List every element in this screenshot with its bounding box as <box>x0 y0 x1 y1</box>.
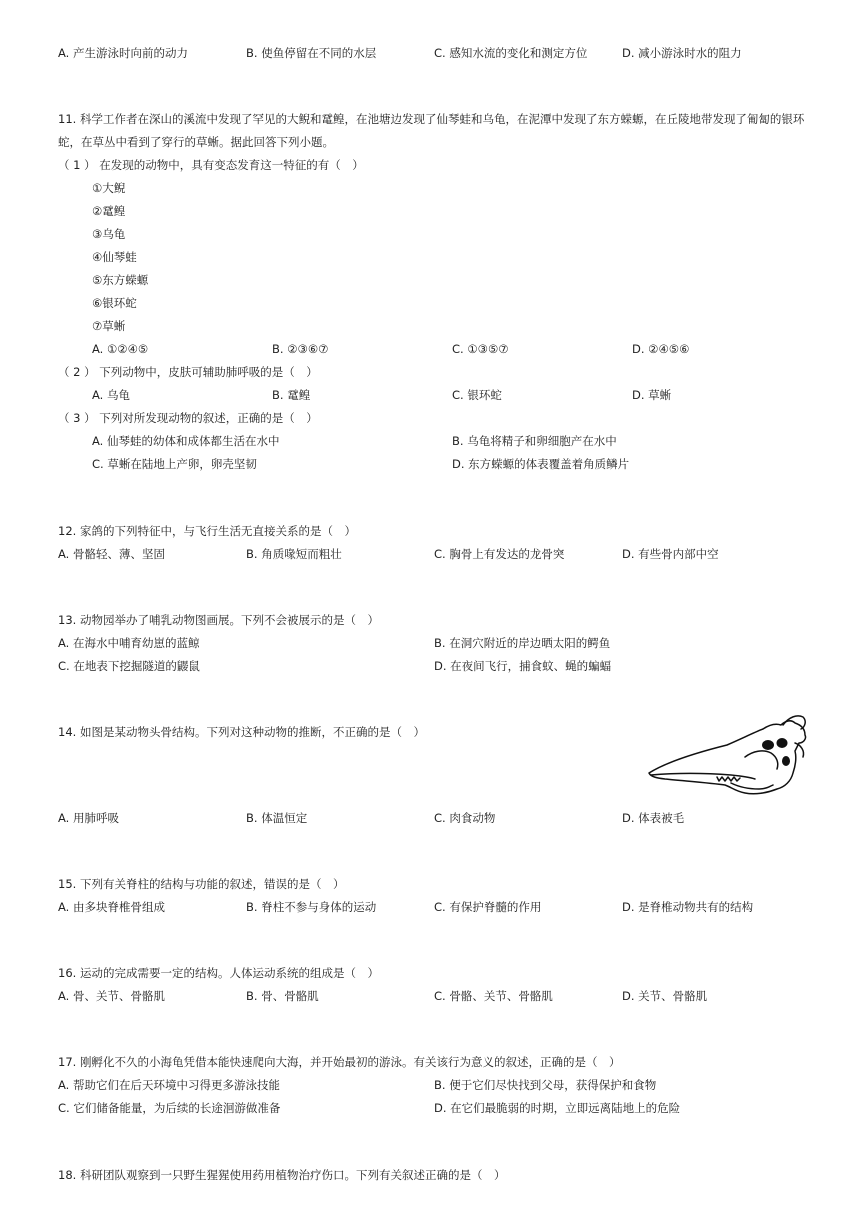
q16-option-d[interactable]: D. 关节、骨骼肌 <box>622 989 708 1003</box>
q17-option-a[interactable]: A. 帮助它们在后天环境中习得更多游泳技能 <box>58 1078 280 1092</box>
q12-option-a[interactable]: A. 骨骼轻、薄、坚固 <box>58 547 165 561</box>
q10-option-c[interactable]: C. 感知水流的变化和测定方位 <box>434 46 588 60</box>
q15-option-d[interactable]: D. 是脊椎动物共有的结构 <box>622 900 754 914</box>
q11-sub3-options-row2 <box>0 456 867 472</box>
q11-sub1-options <box>0 341 867 357</box>
q15-option-b[interactable]: B. 脊柱不参与身体的运动 <box>246 900 377 914</box>
q11-sub1-item-7: ⑦草蜥 <box>92 319 126 333</box>
q11-sub2-option-a[interactable]: A. 乌龟 <box>92 388 130 402</box>
q16-options <box>0 988 867 1004</box>
q11-sub1-option-b[interactable]: B. ②③⑥⑦ <box>272 342 329 356</box>
q13-options-row2 <box>0 658 867 674</box>
q12-stem: 12. 家鸽的下列特征中，与飞行生活无直接关系的是（ ） <box>58 524 356 538</box>
q15-options <box>0 899 867 915</box>
q11-sub1-item-1: ①大鲵 <box>92 181 126 195</box>
q11-sub1-item-6: ⑥银环蛇 <box>92 296 137 310</box>
q11-sub1-option-c[interactable]: C. ①③⑤⑦ <box>452 342 509 356</box>
q11-sub1-option-a[interactable]: A. ①②④⑤ <box>92 342 149 356</box>
q11-sub2-stem: （ 2 ） 下列动物中，皮肤可辅助肺呼吸的是（ ） <box>58 365 318 379</box>
animal-skull-figure <box>645 715 811 799</box>
q11-sub1-item-4: ④仙琴蛙 <box>92 250 137 264</box>
q11-sub2-option-c[interactable]: C. 银环蛇 <box>452 388 502 402</box>
q14-options <box>0 810 867 826</box>
q11-stem: 11. 科学工作者在深山的溪流中发现了罕见的大鲵和鼋鳇，在池塘边发现了仙琴蛙和乌龟，在泥潭中发现了东方蝾螈，在丘陵地带发现了匍匐的银环蛇，在草丛中看到了穿行的草蜥。据此回答下列小题。 <box>58 112 805 149</box>
q13-option-a[interactable]: A. 在海水中哺育幼崽的蓝鲸 <box>58 636 200 650</box>
q16-option-a[interactable]: A. 骨、关节、骨骼肌 <box>58 989 165 1003</box>
q12-option-d[interactable]: D. 有些骨内部中空 <box>622 547 719 561</box>
q11-sub1-item-2: ②鼋鳇 <box>92 204 126 218</box>
q10-option-a[interactable]: A. 产生游泳时向前的动力 <box>58 46 188 60</box>
q18-stem: 18. 科研团队观察到一只野生猩猩使用药用植物治疗伤口。下列有关叙述正确的是（ ） <box>58 1168 506 1182</box>
q12-options <box>0 546 867 562</box>
q12-option-b[interactable]: B. 角质喙短而粗壮 <box>246 547 342 561</box>
q17-option-d[interactable]: D. 在它们最脆弱的时期，立即远离陆地上的危险 <box>434 1101 681 1115</box>
q17-options-row1 <box>0 1077 867 1093</box>
q13-option-d[interactable]: D. 在夜间飞行，捕食蚊、蝇的蝙蝠 <box>434 659 612 673</box>
q11-sub2-options <box>0 387 867 403</box>
q16-stem: 16. 运动的完成需要一定的结构。人体运动系统的组成是（ ） <box>58 966 379 980</box>
q11-sub2-option-b[interactable]: B. 鼋鳇 <box>272 388 311 402</box>
q17-option-b[interactable]: B. 便于它们尽快找到父母，获得保护和食物 <box>434 1078 657 1092</box>
q11-sub1-item-5: ⑤东方蝾螈 <box>92 273 149 287</box>
q11-sub2-option-d[interactable]: D. 草蜥 <box>632 388 672 402</box>
q17-stem: 17. 刚孵化不久的小海龟凭借本能快速爬向大海，并开始最初的游泳。有关该行为意义的叙述，正确的是（ ） <box>58 1055 621 1069</box>
q14-option-d[interactable]: D. 体表被毛 <box>622 811 685 825</box>
q11-sub3-option-d[interactable]: D. 东方蝾螈的体表覆盖着角质鳞片 <box>452 457 630 471</box>
q15-option-a[interactable]: A. 由多块脊椎骨组成 <box>58 900 165 914</box>
q11-sub1-stem: （ 1 ） 在发现的动物中，具有变态发育这一特征的有（ ） <box>58 158 364 172</box>
q14-option-a[interactable]: A. 用肺呼吸 <box>58 811 119 825</box>
q17-option-c[interactable]: C. 它们储备能量，为后续的长途洄游做准备 <box>58 1101 281 1115</box>
q10-option-b[interactable]: B. 使鱼停留在不同的水层 <box>246 46 377 60</box>
q12-option-c[interactable]: C. 胸骨上有发达的龙骨突 <box>434 547 565 561</box>
q14-stem: 14. 如图是某动物头骨结构。下列对这种动物的推断，不正确的是（ ） <box>58 725 425 739</box>
q13-options-row1 <box>0 635 867 651</box>
q11-sub3-options-row1 <box>0 433 867 449</box>
q11-sub3-stem: （ 3 ） 下列对所发现动物的叙述，正确的是（ ） <box>58 411 318 425</box>
q14-option-c[interactable]: C. 肉食动物 <box>434 811 496 825</box>
q10-options <box>0 45 867 61</box>
q15-stem: 15. 下列有关脊柱的结构与功能的叙述，错误的是（ ） <box>58 877 345 891</box>
q13-stem: 13. 动物园举办了哺乳动物图画展。下列不会被展示的是（ ） <box>58 613 379 627</box>
q10-option-d[interactable]: D. 减小游泳时水的阻力 <box>622 46 742 60</box>
q16-option-b[interactable]: B. 骨、骨骼肌 <box>246 989 319 1003</box>
q11-sub1-option-d[interactable]: D. ②④⑤⑥ <box>632 342 690 356</box>
q15-option-c[interactable]: C. 有保护脊髓的作用 <box>434 900 542 914</box>
q14-option-b[interactable]: B. 体温恒定 <box>246 811 308 825</box>
q11-sub3-option-c[interactable]: C. 草蜥在陆地上产卵，卵壳坚韧 <box>92 457 257 471</box>
q13-option-c[interactable]: C. 在地表下挖掘隧道的鼹鼠 <box>58 659 200 673</box>
q11-sub3-option-b[interactable]: B. 乌龟将精子和卵细胞产在水中 <box>452 434 617 448</box>
q13-option-b[interactable]: B. 在洞穴附近的岸边晒太阳的鳄鱼 <box>434 636 611 650</box>
q17-options-row2 <box>0 1100 867 1116</box>
q11-sub3-option-a[interactable]: A. 仙琴蛙的幼体和成体都生活在水中 <box>92 434 280 448</box>
q11-sub1-item-3: ③乌龟 <box>92 227 126 241</box>
q16-option-c[interactable]: C. 骨骼、关节、骨骼肌 <box>434 989 553 1003</box>
